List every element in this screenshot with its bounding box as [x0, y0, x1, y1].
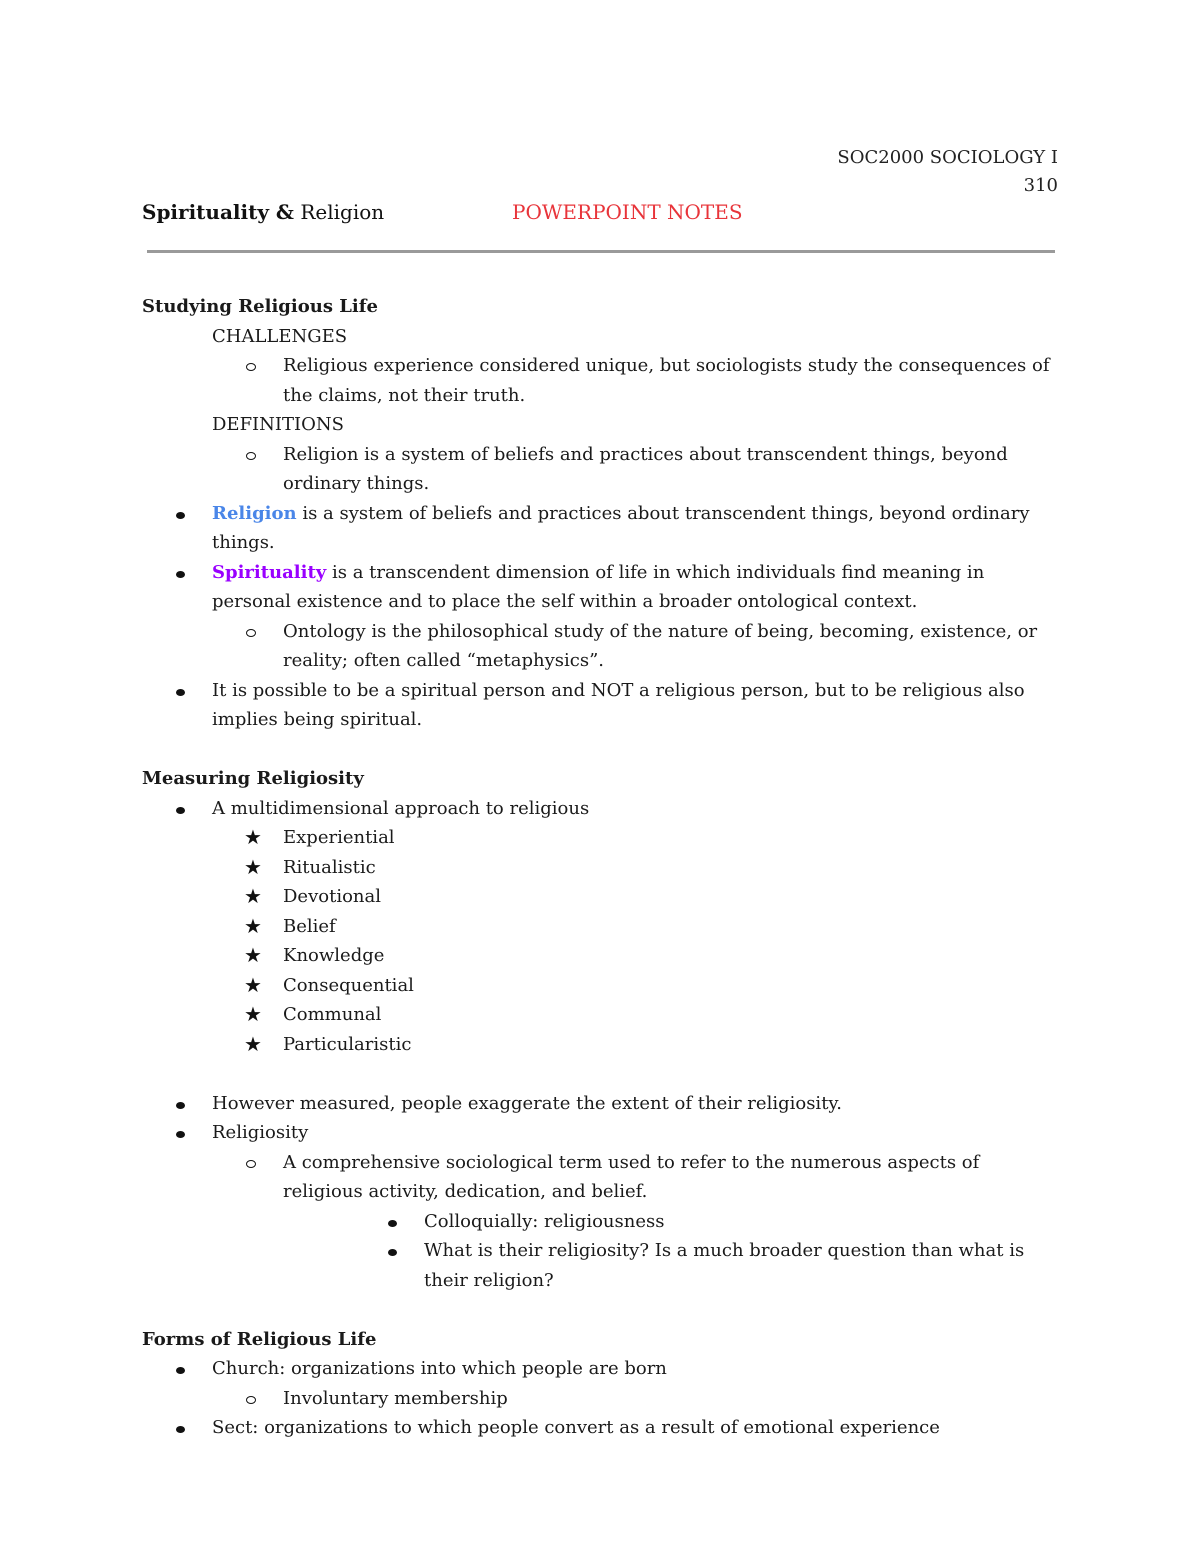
hollow-bullet-icon: [246, 440, 256, 470]
definition-text: Religion is a system of beliefs and practices about transcendent things, beyond ordinary things.: [283, 443, 1008, 494]
list-item: [142, 1354, 1052, 1384]
dimension-label: Ritualistic: [283, 856, 376, 878]
list-item: [142, 676, 1052, 735]
hollow-bullet-icon: [246, 1384, 256, 1414]
bullet-icon: [176, 1354, 185, 1384]
involuntary-text: Involuntary membership: [283, 1387, 508, 1409]
religion-keyword: Religion: [212, 502, 297, 524]
dimension-item: [142, 971, 1052, 1001]
dimension-item: [142, 853, 1052, 883]
list-item: [142, 1236, 1052, 1295]
star-icon: ★: [244, 854, 262, 879]
star-icon: ★: [244, 972, 262, 997]
dimension-item: [142, 882, 1052, 912]
hollow-bullet-icon: [246, 1148, 256, 1178]
list-item: [142, 1413, 1052, 1443]
section-heading-studying: Studying Religious Life: [142, 296, 378, 317]
bullet-icon: [388, 1207, 397, 1237]
star-icon: ★: [244, 825, 262, 849]
bullet-icon: [176, 676, 185, 706]
list-item: [142, 499, 1052, 558]
list-item: [142, 1207, 1052, 1237]
church-text: Church: organizations into which people are born: [212, 1358, 667, 1379]
list-item: [142, 1118, 1052, 1148]
challenges-label: CHALLENGES: [212, 325, 348, 347]
bullet-icon: [388, 1236, 397, 1266]
title-bold: Spirituality &: [142, 200, 294, 224]
dimension-label: Communal: [283, 1004, 382, 1025]
dimension-item: [142, 1030, 1052, 1060]
notes-label: POWERPOINT NOTES: [512, 200, 743, 224]
dimension-item: [142, 912, 1052, 942]
course-section: 310: [1023, 175, 1058, 196]
list-item: [142, 351, 1052, 410]
course-header: [837, 144, 1058, 200]
star-icon: ★: [244, 1031, 262, 1056]
spirituality-definition: is a transcendent dimension of life in which individuals find meaning in personal existence and to place the self within a broader ontological context.: [212, 561, 985, 612]
list-item: [142, 1089, 1052, 1119]
bullet-icon: [176, 1089, 185, 1119]
list-item: [142, 440, 1052, 499]
list-item: [142, 617, 1052, 676]
list-item: [142, 1384, 1052, 1414]
approach-text: A multidimensional approach to religious: [212, 797, 590, 819]
colloquially-text: Colloquially: religiousness: [424, 1210, 665, 1232]
dimension-label: Particularistic: [283, 1033, 412, 1055]
spirituality-keyword: Spirituality: [212, 561, 327, 583]
bullet-icon: [176, 1413, 185, 1443]
dimension-label: Knowledge: [283, 945, 385, 966]
question-text: What is their religiosity? Is a much broader question than what is their religion?: [424, 1240, 1025, 1291]
horizontal-rule: [147, 250, 1055, 253]
list-item: [142, 794, 1052, 824]
star-icon: ★: [244, 884, 262, 908]
notes-content: [142, 292, 1052, 1443]
sect-text: Sect: organizations to which people convert as a result of emotional experience: [212, 1417, 940, 1438]
spiritual-possible-text: It is possible to be a spiritual person and NOT a religious person, but to be religious also implies being spiritual.: [212, 679, 1025, 730]
hollow-bullet-icon: [246, 617, 256, 647]
religiosity-definition: A comprehensive sociological term used to refer to the numerous aspects of religious activity, dedication, and belief.: [283, 1151, 980, 1202]
dimension-label: Belief: [283, 915, 336, 937]
dimension-item: [142, 823, 1052, 853]
ontology-text: Ontology is the philosophical study of the nature of being, becoming, existence, or reality; often called “metaphysics”.: [283, 620, 1038, 671]
star-icon: ★: [244, 943, 262, 967]
bullet-icon: [176, 794, 185, 824]
exaggerate-text: However measured, people exaggerate the extent of their religiosity.: [212, 1092, 842, 1114]
document-title: [142, 200, 384, 224]
dimension-label: Consequential: [283, 974, 414, 996]
challenge-text: Religious experience considered unique, but sociologists study the consequences of the claims, not their truth.: [283, 355, 1050, 406]
course-name: SOC2000 SOCIOLOGY I: [837, 147, 1058, 168]
dimension-label: Devotional: [283, 886, 381, 907]
bullet-icon: [176, 558, 185, 588]
list-item: [142, 558, 1052, 617]
dimension-item: [142, 1000, 1052, 1030]
title-rest: Religion: [293, 200, 385, 224]
section-heading-measuring: Measuring Religiosity: [142, 768, 364, 789]
dimension-label: Experiential: [283, 827, 395, 848]
religion-definition: is a system of beliefs and practices about transcendent things, beyond ordinary things.: [212, 502, 1030, 553]
star-icon: ★: [244, 913, 262, 938]
list-item: [142, 1148, 1052, 1207]
hollow-bullet-icon: [246, 351, 256, 381]
religiosity-label: Religiosity: [212, 1122, 309, 1143]
bullet-icon: [176, 1118, 185, 1148]
title-row: [142, 200, 1054, 230]
section-heading-forms: Forms of Religious Life: [142, 1328, 377, 1350]
dimension-item: [142, 941, 1052, 971]
bullet-icon: [176, 499, 185, 529]
star-icon: ★: [244, 1002, 262, 1026]
definitions-label: DEFINITIONS: [212, 414, 344, 435]
